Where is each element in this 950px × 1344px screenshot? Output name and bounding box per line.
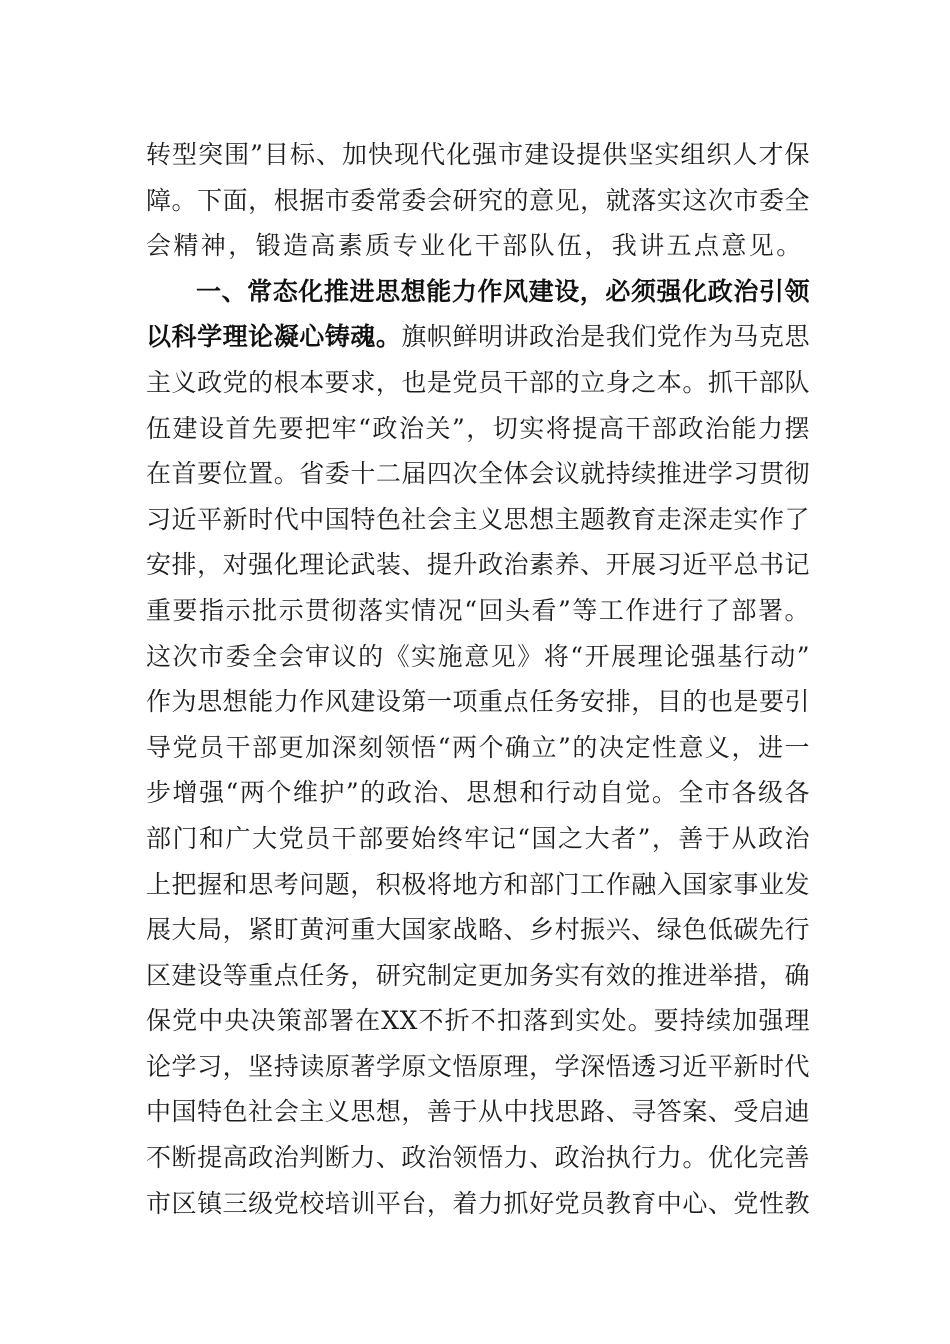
text-line: 伍建设首先要把牢“政治关”，切实将提高干部政治能力摆	[146, 413, 810, 443]
text-line: 障。下面，根据市委常委会研究的意见，就落实这次市委全	[146, 185, 810, 215]
text-line: 导党员干部更加深刻领悟“两个确立”的决定性意义，进一	[146, 732, 810, 762]
paragraph-section-one	[146, 269, 810, 1226]
text-line: 步增强“两个维护”的政治、思想和行动自觉。全市各级各	[146, 778, 810, 808]
text-line: 不断提高政治判断力、政治领悟力、政治执行力。优化完善	[146, 1143, 810, 1173]
text-line: 保党中央决策部署在XX不折不扣落到实处。要持续加强理	[146, 1006, 810, 1036]
text-line: 区建设等重点任务，研究制定更加务实有效的推进举措，确	[146, 960, 810, 990]
text-line: 这次市委全会审议的《实施意见》将“开展理论强基行动”	[146, 641, 810, 671]
document-body	[146, 132, 810, 1226]
text-line: 在首要位置。省委十二届四次全体会议就持续推进学习贯彻	[146, 459, 810, 489]
text-line: 主义政党的根本要求，也是党员干部的立身之本。抓干部队	[146, 367, 810, 397]
text-line	[146, 314, 810, 360]
text-line: 中国特色社会主义思想，善于从中找思路、寻答案、受启迪	[146, 1097, 810, 1127]
text-line: 展大局，紧盯黄河重大国家战略、乡村振兴、绿色低碳先行	[146, 915, 810, 945]
text-line: 安排，对强化理论武装、提升政治素养、开展习近平总书记	[146, 550, 810, 580]
text-line: 习近平新时代中国特色社会主义思想主题教育走深走实作了	[146, 504, 810, 534]
text-line: 会精神，锻造高素质专业化干部队伍，我讲五点意见。	[146, 231, 804, 261]
line-text: 旗帜鲜明讲政治是我们党作为马克思	[401, 322, 810, 352]
section-heading-continued: 以科学理论凝心铸魂。	[146, 322, 402, 352]
text-line: 重要指示批示贯彻落实情况“回头看”等工作进行了部署。	[146, 595, 810, 625]
text-line: 上把握和思考问题，积极将地方和部门工作融入国家事业发	[146, 869, 810, 899]
text-line: 转型突围”目标、加快现代化强市建设提供坚实组织人才保	[146, 140, 810, 169]
text-line: 论学习，坚持读原著学原文悟原理，学深悟透习近平新时代	[146, 1051, 810, 1081]
section-heading: 一、常态化推进思想能力作风建设，必须强化政治引领	[196, 276, 810, 306]
text-line: 作为思想能力作风建设第一项重点任务安排，目的也是要引	[146, 687, 810, 717]
paragraph-intro	[146, 132, 810, 269]
text-line: 市区镇三级党校培训平台，着力抓好党员教育中心、党性教	[146, 1188, 810, 1218]
text-line: 部门和广大党员干部要始终牢记“国之大者”，善于从政治	[146, 823, 810, 853]
